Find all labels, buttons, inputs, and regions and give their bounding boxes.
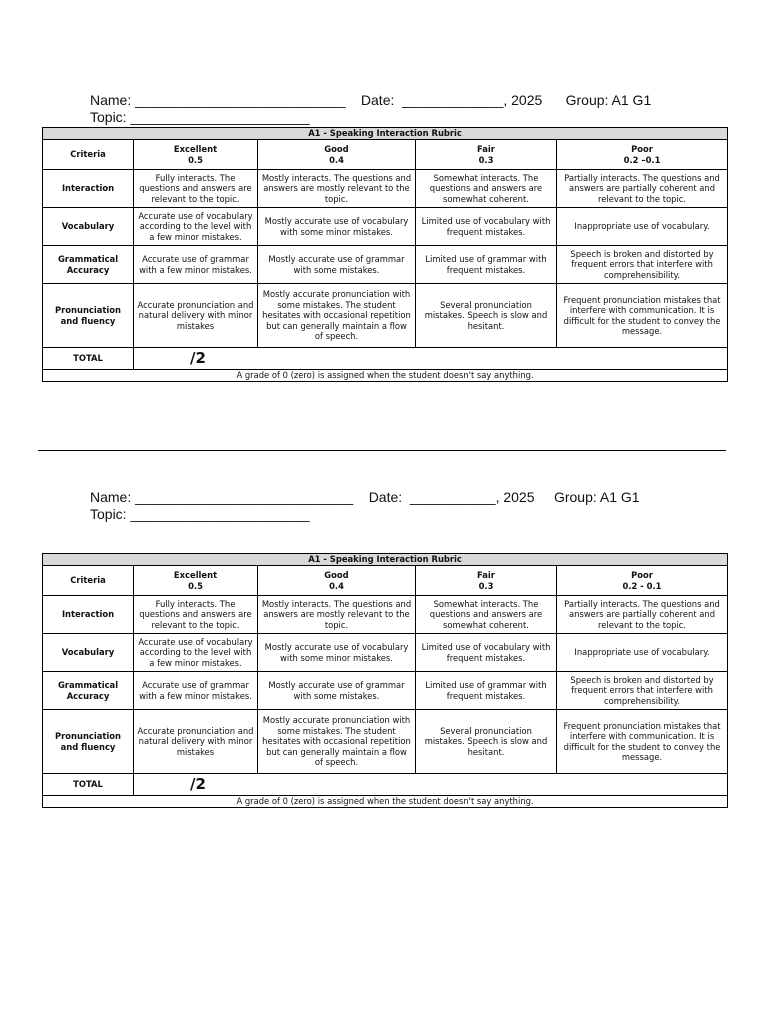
level-score: 0.4 bbox=[329, 580, 344, 591]
descriptor-cell: Limited use of grammar with frequent mistakes. bbox=[416, 246, 557, 284]
level-name: Poor bbox=[631, 570, 653, 580]
descriptor-cell: Fully interacts. The questions and answers are relevant to the topic. bbox=[134, 596, 258, 634]
cut-line-divider bbox=[38, 450, 726, 451]
topic-line: Topic: _______________________ bbox=[90, 109, 310, 125]
criterion-label: Vocabulary bbox=[43, 208, 134, 246]
level-name: Poor bbox=[631, 144, 653, 154]
level-header-poor bbox=[557, 566, 728, 596]
descriptor-cell: Partially interacts. The questions and answers are partially coherent and relevant to the topic. bbox=[557, 596, 728, 634]
rubric-title: A1 - Speaking Interaction Rubric bbox=[43, 128, 728, 140]
rubric-row-pronunciation bbox=[43, 284, 728, 348]
level-score: 0.3 bbox=[478, 580, 494, 591]
rubric-row-vocabulary bbox=[43, 208, 728, 246]
descriptor-cell: Several pronunciation mistakes. Speech is slow and hesitant. bbox=[416, 284, 557, 348]
criterion-label: Grammatical Accuracy bbox=[43, 246, 134, 284]
descriptor-cell: Partially interacts. The questions and answers are partially coherent and relevant to the topic. bbox=[557, 170, 728, 208]
level-name: Excellent bbox=[173, 570, 218, 580]
rubric-row-pronunciation bbox=[43, 710, 728, 774]
level-score: 0.4 bbox=[329, 154, 344, 165]
descriptor-cell: Limited use of vocabulary with frequent mistakes. bbox=[416, 634, 557, 672]
descriptor-cell: Accurate use of vocabulary according to the level with a few minor mistakes. bbox=[134, 208, 258, 246]
total-score: /2 bbox=[134, 348, 728, 370]
descriptor-cell: Mostly accurate pronunciation with some mistakes. The student hesitates with occasional repetition but can generally maintain a flow of speech. bbox=[258, 710, 416, 774]
levels-header-row bbox=[43, 566, 728, 596]
descriptor-cell: Mostly accurate use of vocabulary with some minor mistakes. bbox=[258, 208, 416, 246]
level-header-good bbox=[258, 566, 416, 596]
total-label: TOTAL bbox=[43, 348, 134, 370]
rubric-title: A1 - Speaking Interaction Rubric bbox=[43, 554, 728, 566]
levels-header-row bbox=[43, 140, 728, 170]
total-label: TOTAL bbox=[43, 774, 134, 796]
descriptor-cell: Accurate use of vocabulary according to the level with a few minor mistakes. bbox=[134, 634, 258, 672]
level-name: Fair bbox=[477, 570, 495, 580]
descriptor-cell: Frequent pronunciation mistakes that interfere with communication. It is difficult for the student to convey the message. bbox=[557, 710, 728, 774]
rubric-row-grammar bbox=[43, 246, 728, 284]
level-name: Excellent bbox=[173, 144, 218, 154]
descriptor-cell: Speech is broken and distorted by frequent errors that interfere with comprehensibility. bbox=[557, 672, 728, 710]
descriptor-cell: Inappropriate use of vocabulary. bbox=[557, 634, 728, 672]
level-name: Good bbox=[324, 144, 349, 154]
level-header-excellent bbox=[134, 566, 258, 596]
descriptor-cell: Mostly accurate use of grammar with some mistakes. bbox=[258, 246, 416, 284]
descriptor-cell: Several pronunciation mistakes. Speech is slow and hesitant. bbox=[416, 710, 557, 774]
level-header-fair bbox=[416, 140, 557, 170]
rubric-footer-note: A grade of 0 (zero) is assigned when the student doesn't say anything. bbox=[43, 370, 728, 382]
descriptor-cell: Somewhat interacts. The questions and answers are somewhat coherent. bbox=[416, 596, 557, 634]
descriptor-cell: Mostly accurate pronunciation with some mistakes. The student hesitates with occasional repetition but can generally maintain a flow of speech. bbox=[258, 284, 416, 348]
total-score: /2 bbox=[134, 774, 728, 796]
topic-line: Topic: _______________________ bbox=[90, 506, 310, 522]
descriptor-cell: Mostly interacts. The questions and answers are mostly relevant to the topic. bbox=[258, 596, 416, 634]
descriptor-cell: Mostly interacts. The questions and answers are mostly relevant to the topic. bbox=[258, 170, 416, 208]
footer-row bbox=[43, 370, 728, 382]
rubric-footer-note: A grade of 0 (zero) is assigned when the student doesn't say anything. bbox=[43, 796, 728, 808]
speaking-rubric-table bbox=[42, 127, 728, 382]
criterion-label: Interaction bbox=[43, 170, 134, 208]
descriptor-cell: Accurate use of grammar with a few minor mistakes. bbox=[134, 246, 258, 284]
rubric-row-interaction bbox=[43, 596, 728, 634]
rubric-row-interaction bbox=[43, 170, 728, 208]
name-date-group-line: Name: ___________________________ Date: _____________, 2025 Group: A1 G1 bbox=[90, 92, 652, 108]
total-row bbox=[43, 348, 728, 370]
rubric-row-grammar bbox=[43, 672, 728, 710]
level-score: 0.5 bbox=[188, 580, 203, 591]
criterion-label: Pronunciation and fluency bbox=[43, 284, 134, 348]
criterion-label: Vocabulary bbox=[43, 634, 134, 672]
descriptor-cell: Accurate pronunciation and natural delivery with minor mistakes bbox=[134, 284, 258, 348]
descriptor-cell: Limited use of vocabulary with frequent mistakes. bbox=[416, 208, 557, 246]
total-row bbox=[43, 774, 728, 796]
speaking-rubric-table bbox=[42, 553, 728, 808]
level-header-excellent bbox=[134, 140, 258, 170]
level-score: 0.2 –0.1 bbox=[623, 154, 661, 165]
descriptor-cell: Mostly accurate use of grammar with some mistakes. bbox=[258, 672, 416, 710]
descriptor-cell: Mostly accurate use of vocabulary with some minor mistakes. bbox=[258, 634, 416, 672]
level-score: 0.2 - 0.1 bbox=[622, 580, 662, 591]
descriptor-cell: Frequent pronunciation mistakes that interfere with communication. It is difficult for the student to convey the message. bbox=[557, 284, 728, 348]
level-header-good bbox=[258, 140, 416, 170]
level-name: Good bbox=[324, 570, 349, 580]
descriptor-cell: Accurate use of grammar with a few minor mistakes. bbox=[134, 672, 258, 710]
criteria-header: Criteria bbox=[43, 140, 134, 170]
name-date-group-line: Name: ____________________________ Date: ___________, 2025 Group: A1 G1 bbox=[90, 489, 640, 505]
level-score: 0.5 bbox=[188, 154, 203, 165]
level-header-fair bbox=[416, 566, 557, 596]
footer-row bbox=[43, 796, 728, 808]
level-name: Fair bbox=[477, 144, 495, 154]
criterion-label: Interaction bbox=[43, 596, 134, 634]
level-header-poor bbox=[557, 140, 728, 170]
descriptor-cell: Fully interacts. The questions and answers are relevant to the topic. bbox=[134, 170, 258, 208]
descriptor-cell: Inappropriate use of vocabulary. bbox=[557, 208, 728, 246]
criteria-header: Criteria bbox=[43, 566, 134, 596]
rubric-title-row bbox=[43, 554, 728, 566]
criterion-label: Grammatical Accuracy bbox=[43, 672, 134, 710]
descriptor-cell: Somewhat interacts. The questions and answers are somewhat coherent. bbox=[416, 170, 557, 208]
criterion-label: Pronunciation and fluency bbox=[43, 710, 134, 774]
descriptor-cell: Speech is broken and distorted by frequent errors that interfere with comprehensibility. bbox=[557, 246, 728, 284]
rubric-title-row bbox=[43, 128, 728, 140]
descriptor-cell: Limited use of grammar with frequent mistakes. bbox=[416, 672, 557, 710]
rubric-row-vocabulary bbox=[43, 634, 728, 672]
level-score: 0.3 bbox=[478, 154, 494, 165]
descriptor-cell: Accurate pronunciation and natural delivery with minor mistakes bbox=[134, 710, 258, 774]
